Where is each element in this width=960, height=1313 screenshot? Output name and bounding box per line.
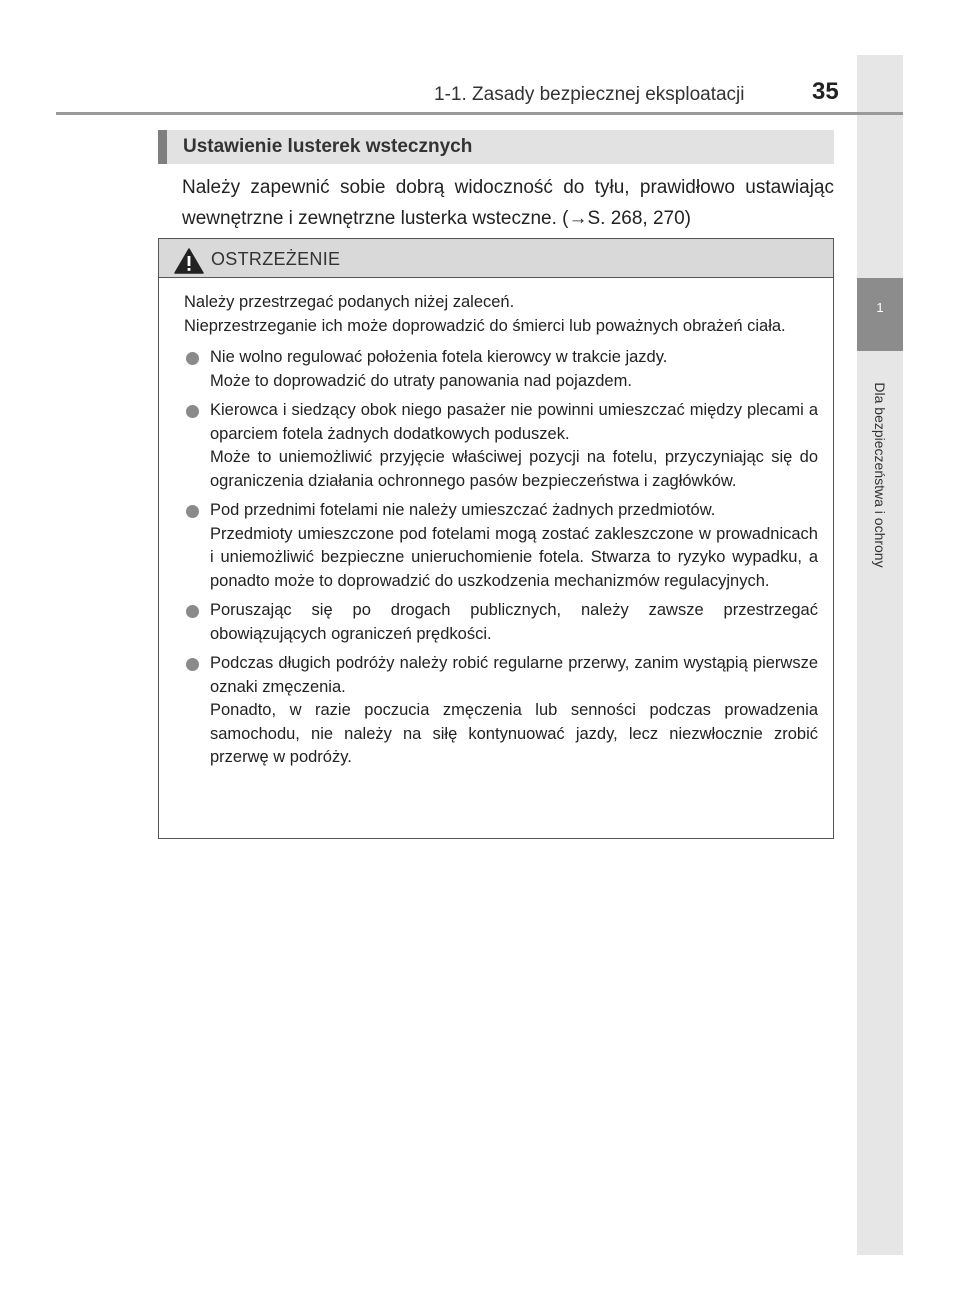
header-section-title: 1-1. Zasady bezpiecznej eksploatacji (434, 84, 745, 105)
bullet-detail: Przedmioty umieszczone pod fotelami mogą zostać zakleszczone w prowadnicach i uniemożliwić bezpieczne unieruchomienie fotela. Stwarza to ryzyko wypadku, a ponadto może to doprowadzić do uszkodzenia mechanizmów regulacyjnych. (210, 524, 818, 590)
warning-lead: Należy przestrzegać podanych niżej zaleceń. Nieprzestrzeganie ich może doprowadzić do śmierci lub poważnych obrażeń ciała. (184, 293, 786, 335)
bullet-dot-icon (186, 405, 199, 418)
warning-triangle-icon (174, 248, 204, 274)
bullet-detail: Może to uniemożliwić przyjęcie właściwej pozycji na fotelu, przyczyniając się do ograniczenia działania ochronnego pasów bezpieczeństwa i zagłówków. (210, 448, 818, 490)
warning-bullet (184, 346, 818, 393)
chapter-title: Dla bezpieczeństwa i ochrony (872, 382, 888, 568)
section-heading-bar (158, 130, 834, 164)
bullet-dot-icon (186, 605, 199, 618)
header-rule (56, 112, 903, 115)
chapter-number: 1 (876, 300, 884, 315)
bullet-detail: Ponadto, w razie poczucia zmęczenia lub senności podczas prowadzenia samochodu, nie należy na siłę kontynuować jazdy, lecz niezwłocznie zrobić przerwę w podróży. (210, 701, 818, 766)
bullet-text: Poruszając się po drogach publicznych, należy zawsze przestrzegać obowiązujących ograniczeń prędkości. (210, 601, 818, 643)
warning-header (159, 239, 833, 278)
bullet-text: Kierowca i siedzący obok niego pasażer nie powinni umieszczać między plecami a oparciem fotela żadnych dodatkowych poduszek. (210, 401, 818, 443)
warning-bullet (184, 399, 818, 493)
warning-bullet-list (184, 346, 818, 770)
bullet-text: Podczas długich podróży należy robić regularne przerwy, zanim wystąpią pierwsze oznaki zmęczenia. (210, 654, 818, 696)
warning-bullet (184, 499, 818, 593)
bullet-detail: Może to doprowadzić do utraty panowania nad pojazdem. (210, 371, 632, 390)
intro-paragraph: Należy zapewnić sobie dobrą widoczność do tyłu, prawidłowo ustawiając wewnętrzne i zewnętrzne lusterka wsteczne. (→S. 268, 270) (182, 177, 834, 229)
warning-box (158, 238, 834, 839)
warning-bullet (184, 599, 818, 646)
warning-title: OSTRZEŻENIE (211, 249, 341, 269)
bullet-dot-icon (186, 352, 199, 365)
bullet-text: Nie wolno regulować położenia fotela kierowcy w trakcie jazdy. (210, 348, 668, 366)
warning-body (184, 291, 818, 776)
bullet-text: Pod przednimi fotelami nie należy umieszczać żadnych przedmiotów. (210, 501, 716, 519)
side-strip (857, 55, 903, 1255)
bullet-dot-icon (186, 505, 199, 518)
bullet-dot-icon (186, 658, 199, 671)
warning-bullet (184, 652, 818, 770)
section-title: Ustawienie lusterek wstecznych (183, 136, 473, 157)
page-number: 35 (812, 78, 839, 105)
